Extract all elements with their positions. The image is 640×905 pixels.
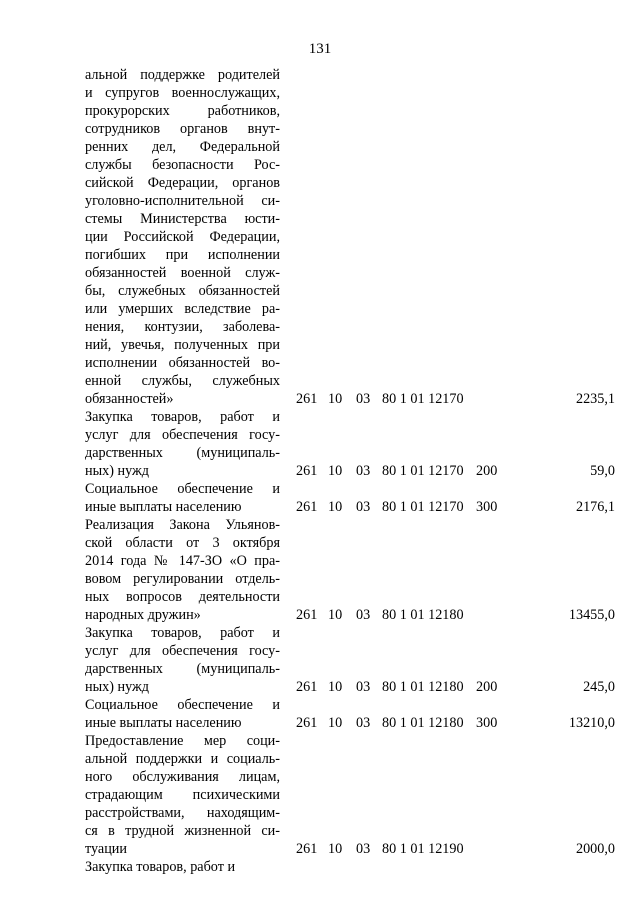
code-rz: 10 [328, 499, 343, 515]
code-csr: 80 1 01 12180 [382, 607, 464, 623]
code-vr: 300 [476, 715, 498, 731]
description-line: прокурорских работников, [85, 103, 280, 119]
row-codes [85, 714, 615, 732]
description-line: услуг для обеспечения госу- [85, 427, 280, 443]
code-gr: 261 [296, 607, 318, 623]
description-line: дарственных (муниципаль- [85, 661, 280, 677]
description-line: Закупка товаров, работ и [85, 625, 280, 641]
description-line: службы безопасности Рос- [85, 157, 280, 173]
description-line: ных вопросов деятельности [85, 589, 280, 605]
page-number: 131 [308, 41, 332, 57]
table-row [85, 696, 615, 732]
description-line: или умерших вследствие ра- [85, 301, 280, 317]
code-csr: 80 1 01 12180 [382, 679, 464, 695]
description-line: сотрудников органов внут- [85, 121, 280, 137]
code-csr: 80 1 01 12170 [382, 463, 464, 479]
row-codes [85, 858, 615, 876]
code-rz: 10 [328, 607, 343, 623]
description-line: Закупка товаров, работ и [85, 859, 236, 875]
description-line: обязанностей» [85, 391, 174, 407]
description-line: ных) нужд [85, 463, 150, 479]
amount: 245,0 [583, 679, 615, 695]
description-line: дарственных (муниципаль- [85, 445, 280, 461]
row-description [85, 66, 280, 408]
row-codes [85, 498, 615, 516]
description-line: бы, служебных обязанностей [85, 283, 280, 299]
budget-table [85, 66, 615, 876]
code-pr: 03 [356, 841, 371, 857]
amount: 13210,0 [568, 715, 615, 731]
code-gr: 261 [296, 841, 318, 857]
code-csr: 80 1 01 12170 [382, 391, 464, 407]
table-row [85, 66, 615, 408]
description-line: Закупка товаров, работ и [85, 409, 280, 425]
description-line: Предоставление мер соци- [85, 733, 280, 749]
table-row [85, 624, 615, 696]
code-rz: 10 [328, 679, 343, 695]
description-line: альной поддержки и социаль- [85, 751, 280, 767]
code-pr: 03 [356, 499, 371, 515]
table-row [85, 480, 615, 516]
code-csr: 80 1 01 12170 [382, 499, 464, 515]
code-pr: 03 [356, 391, 371, 407]
code-vr: 200 [476, 679, 498, 695]
code-rz: 10 [328, 715, 343, 731]
description-line: вовом регулировании отдель- [85, 571, 280, 587]
code-gr: 261 [296, 463, 318, 479]
code-rz: 10 [328, 463, 343, 479]
description-line: альной поддержке родителей [85, 67, 280, 83]
description-line: исполнении обязанностей во- [85, 355, 280, 371]
table-row [85, 732, 615, 858]
code-rz: 10 [328, 391, 343, 407]
code-gr: 261 [296, 679, 318, 695]
description-line: ренних дел, Федеральной [85, 139, 280, 155]
description-line: енной службы, служебных [85, 373, 280, 389]
amount: 2176,1 [575, 499, 615, 515]
description-line: обязанностей военной служ- [85, 265, 280, 281]
description-line: Социальное обеспечение и [85, 481, 280, 497]
description-line: ных) нужд [85, 679, 150, 695]
description-line: народных дружин» [85, 607, 201, 623]
code-pr: 03 [356, 607, 371, 623]
code-vr: 300 [476, 499, 498, 515]
description-line: стемы Министерства юсти- [85, 211, 280, 227]
description-line: нения, контузии, заболева- [85, 319, 280, 335]
table-row [85, 858, 615, 876]
description-line: Социальное обеспечение и [85, 697, 280, 713]
description-line: ного обслуживания лицам, [85, 769, 280, 785]
code-pr: 03 [356, 715, 371, 731]
description-line: услуг для обеспечения госу- [85, 643, 280, 659]
description-line: иные выплаты населению [85, 499, 242, 515]
description-line: расстройствами, находящим- [85, 805, 280, 821]
description-line: сийской Федерации, органов [85, 175, 280, 191]
code-pr: 03 [356, 679, 371, 695]
code-gr: 261 [296, 499, 318, 515]
amount: 59,0 [590, 463, 615, 479]
code-vr: 200 [476, 463, 498, 479]
description-line: 2014 года № 147-ЗО «О пра- [85, 553, 280, 569]
description-line: страдающим психическими [85, 787, 280, 803]
row-codes [85, 678, 615, 696]
amount: 13455,0 [568, 607, 615, 623]
code-gr: 261 [296, 391, 318, 407]
description-line: иные выплаты населению [85, 715, 242, 731]
description-line: ся в трудной жизненной си- [85, 823, 280, 839]
row-codes [85, 606, 615, 624]
description-line: и супругов военнослужащих, [85, 85, 280, 101]
description-line: ний, увечья, полученных при [85, 337, 280, 353]
description-line: туации [85, 841, 127, 857]
row-codes [85, 390, 615, 408]
table-row [85, 408, 615, 480]
row-codes [85, 840, 615, 858]
code-csr: 80 1 01 12180 [382, 715, 464, 731]
description-line: Реализация Закона Ульянов- [85, 517, 280, 533]
description-line: уголовно-исполнительной си- [85, 193, 280, 209]
description-line: погибших при исполнении [85, 247, 280, 263]
row-codes [85, 462, 615, 480]
description-line: ции Российской Федерации, [85, 229, 280, 245]
description-line: ской области от 3 октября [85, 535, 280, 551]
amount: 2235,1 [575, 391, 615, 407]
table-row [85, 516, 615, 624]
code-rz: 10 [328, 841, 343, 857]
amount: 2000,0 [575, 841, 615, 857]
code-gr: 261 [296, 715, 318, 731]
code-csr: 80 1 01 12190 [382, 841, 464, 857]
code-pr: 03 [356, 463, 371, 479]
